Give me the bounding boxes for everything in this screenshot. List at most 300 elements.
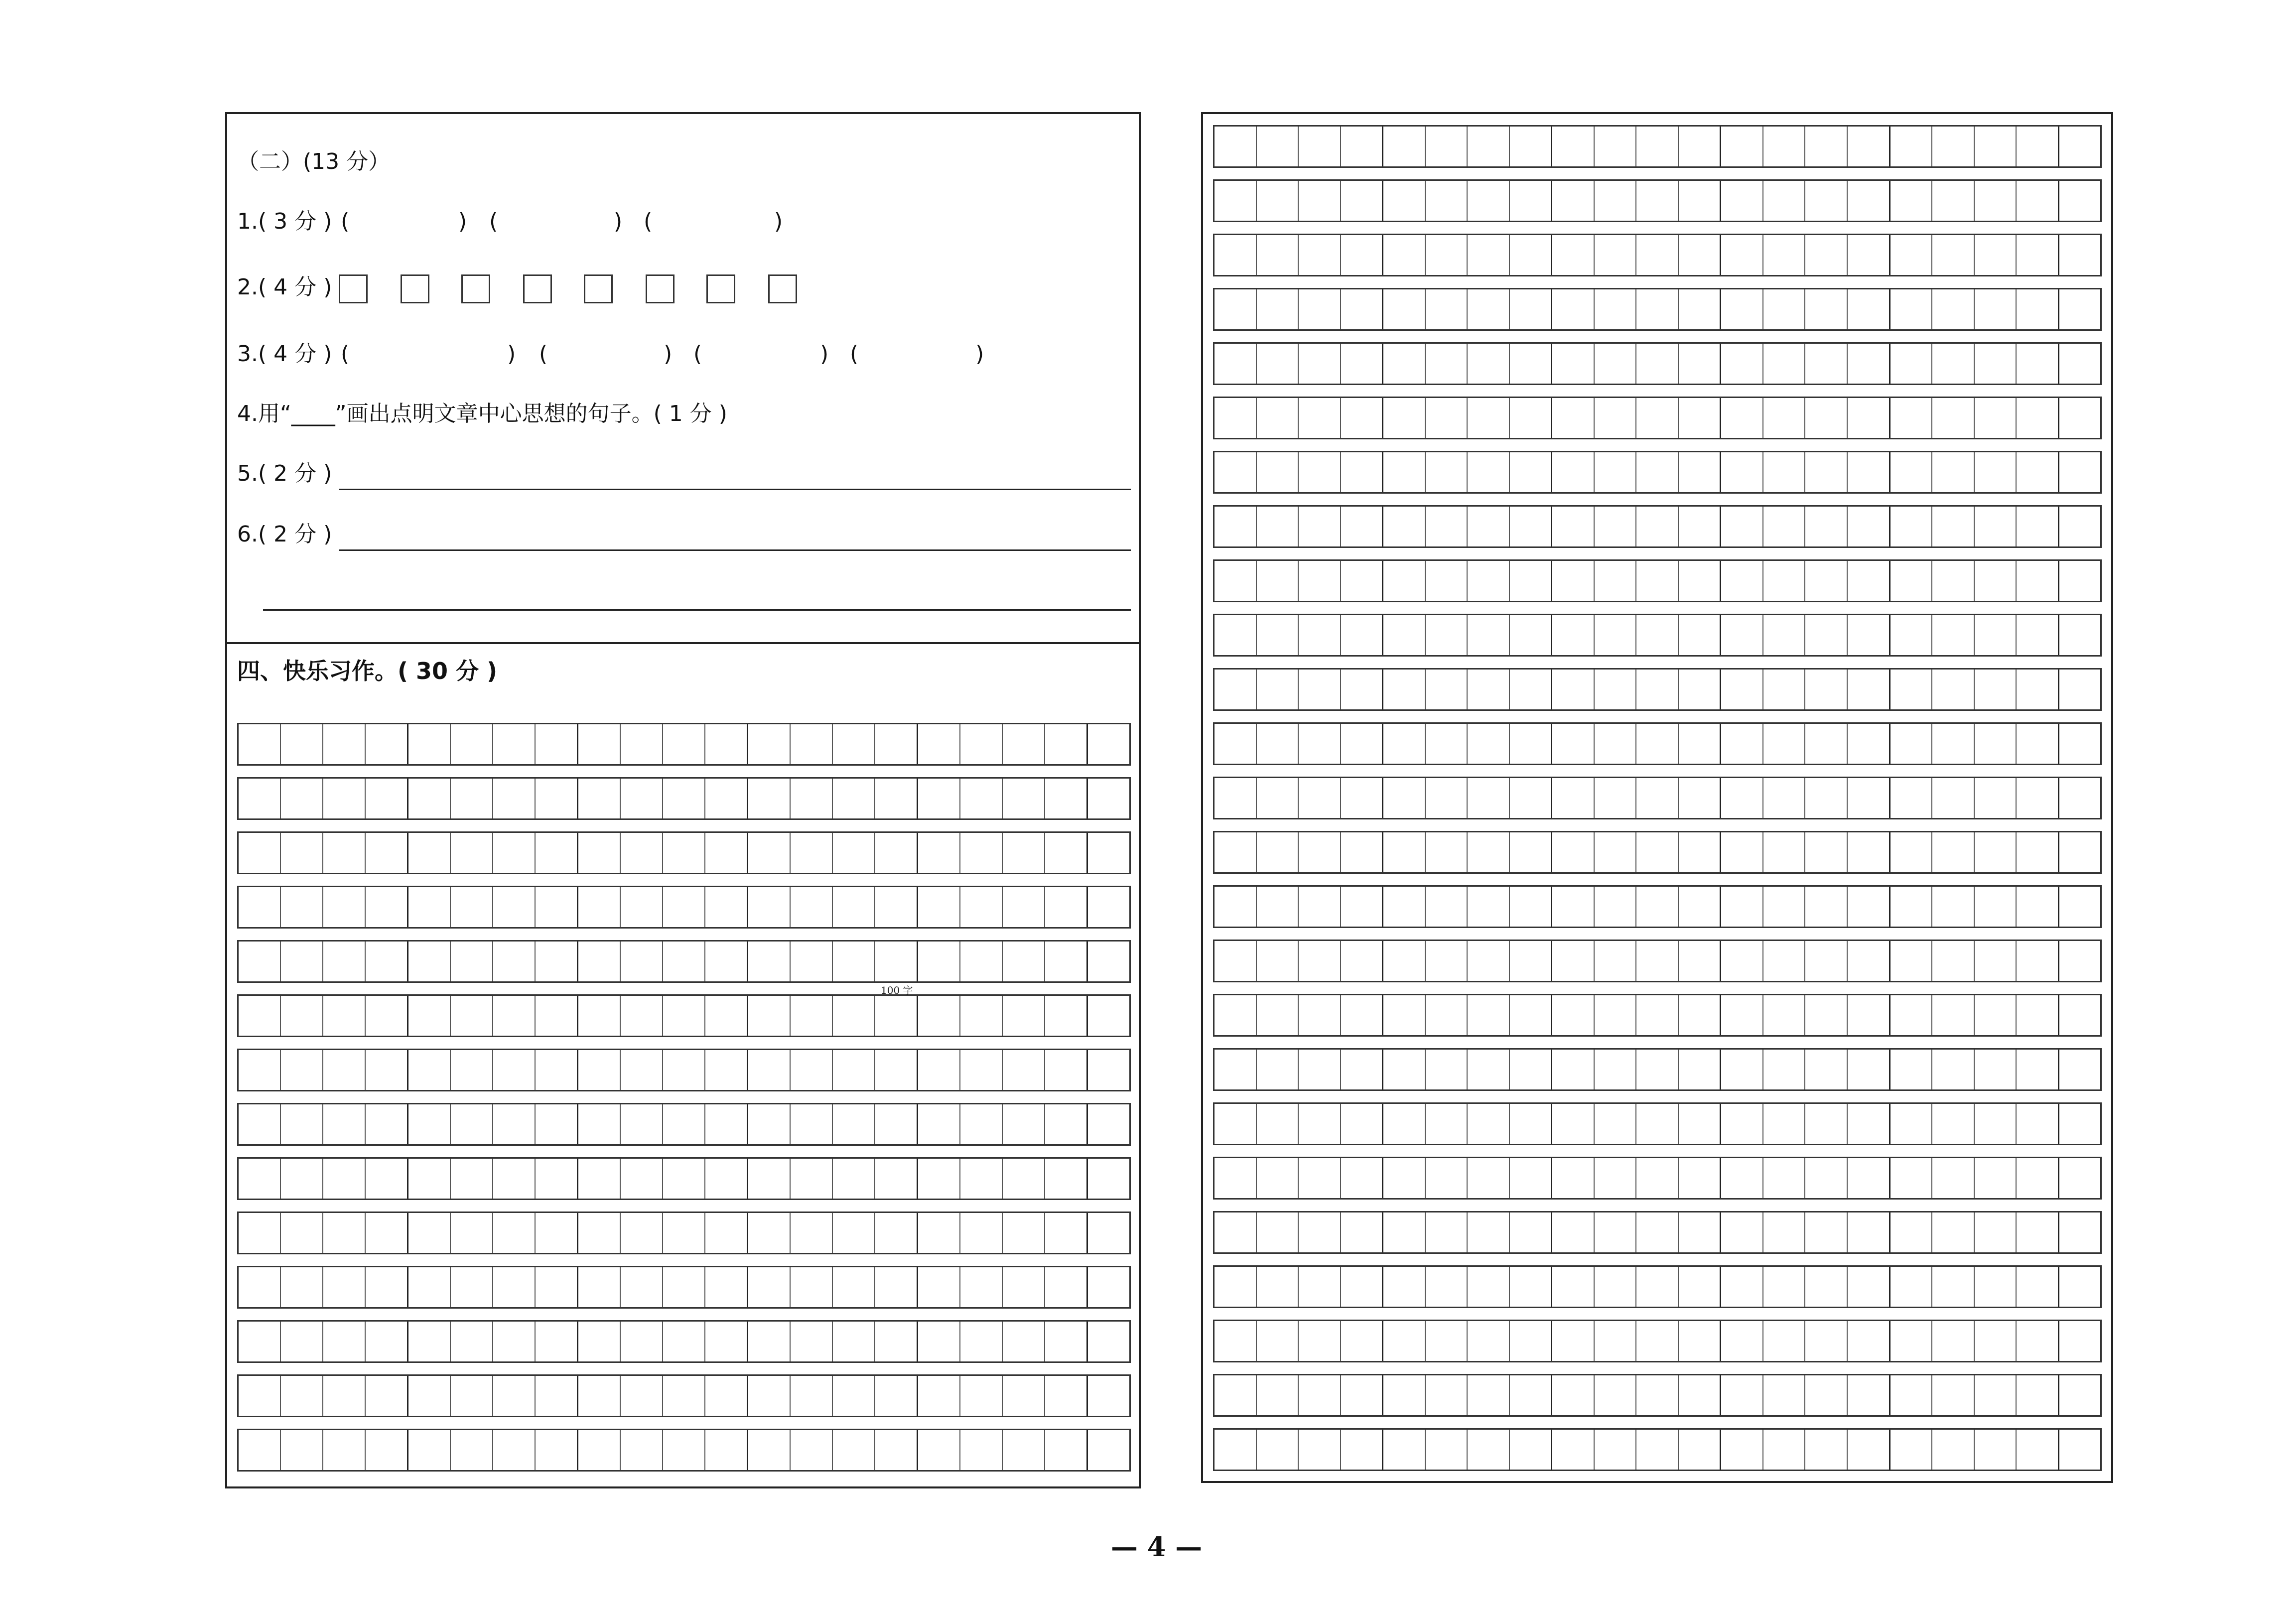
grid-cell[interactable] <box>281 724 323 764</box>
grid-cell[interactable] <box>1426 289 1468 329</box>
grid-cell[interactable] <box>1299 1050 1341 1089</box>
grid-cell[interactable] <box>323 1050 366 1090</box>
grid-cell[interactable] <box>536 942 578 981</box>
grid-cell[interactable] <box>1721 1321 1763 1361</box>
grid-cell[interactable] <box>1932 181 1975 221</box>
grid-cell[interactable] <box>2059 832 2101 872</box>
grid-cell[interactable] <box>663 724 705 764</box>
grid-cell[interactable] <box>621 1267 663 1307</box>
grid-cell[interactable] <box>1215 1050 1257 1089</box>
grid-cell[interactable] <box>960 1267 1003 1307</box>
grid-cell[interactable] <box>1510 1267 1553 1307</box>
grid-cell[interactable] <box>1891 1104 1933 1144</box>
grid-cell[interactable] <box>1552 561 1595 601</box>
grid-cell[interactable] <box>451 1159 493 1199</box>
grid-cell[interactable] <box>1341 1267 1384 1307</box>
grid-cell[interactable] <box>621 724 663 764</box>
grid-cell[interactable] <box>960 833 1003 873</box>
grid-cell[interactable] <box>323 779 366 818</box>
grid-cell[interactable] <box>663 1376 705 1416</box>
grid-cell[interactable] <box>1552 887 1595 927</box>
grid-cell[interactable] <box>366 1159 408 1199</box>
grid-cell[interactable] <box>2017 452 2059 492</box>
grid-cell[interactable] <box>1088 887 1129 927</box>
grid-cell[interactable] <box>1426 778 1468 818</box>
grid-cell[interactable] <box>1341 1050 1384 1089</box>
grid-cell[interactable] <box>621 1050 663 1090</box>
grid-cell[interactable] <box>1383 235 1426 275</box>
grid-cell[interactable] <box>1215 1267 1257 1307</box>
grid-cell[interactable] <box>748 1430 791 1470</box>
grid-cell[interactable] <box>1891 344 1933 384</box>
grid-cell[interactable] <box>875 1159 918 1199</box>
grid-cell[interactable] <box>1848 1375 1891 1415</box>
grid-cell[interactable] <box>663 1050 705 1090</box>
grid-cell[interactable] <box>1426 1375 1468 1415</box>
grid-cell[interactable] <box>1932 887 1975 927</box>
grid-cell[interactable] <box>1975 995 2017 1035</box>
grid-cell[interactable] <box>1763 778 1806 818</box>
grid-cell[interactable] <box>1510 127 1553 166</box>
grid-cell[interactable] <box>366 833 408 873</box>
grid-cell[interactable] <box>1679 235 1722 275</box>
grid-cell[interactable] <box>1045 724 1088 764</box>
grid-cell[interactable] <box>1552 181 1595 221</box>
grid-cell[interactable] <box>1552 344 1595 384</box>
grid-cell[interactable] <box>833 1430 875 1470</box>
grid-cell[interactable] <box>1383 832 1426 872</box>
grid-cell[interactable] <box>323 1159 366 1199</box>
grid-cell[interactable] <box>1383 561 1426 601</box>
grid-cell[interactable] <box>1805 561 1848 601</box>
grid-cell[interactable] <box>1763 344 1806 384</box>
grid-cell[interactable] <box>1679 1375 1722 1415</box>
grid-cell[interactable] <box>1763 1158 1806 1198</box>
grid-cell[interactable] <box>408 724 451 764</box>
grid-cell[interactable] <box>621 1322 663 1361</box>
grid-cell[interactable] <box>1636 995 1679 1035</box>
grid-cell[interactable] <box>1341 507 1384 546</box>
grid-cell[interactable] <box>1299 778 1341 818</box>
grid-cell[interactable] <box>1088 1050 1129 1090</box>
grid-cell[interactable] <box>536 996 578 1036</box>
grid-cell[interactable] <box>833 1050 875 1090</box>
grid-cell[interactable] <box>1299 127 1341 166</box>
grid-cell[interactable] <box>1595 1158 1637 1198</box>
grid-cell[interactable] <box>875 996 918 1036</box>
grid-cell[interactable] <box>323 1267 366 1307</box>
grid-cell[interactable] <box>1679 398 1722 438</box>
grid-cell[interactable] <box>1088 996 1129 1036</box>
grid-cell[interactable] <box>1552 289 1595 329</box>
grid-cell[interactable] <box>536 887 578 927</box>
grid-cell[interactable] <box>791 779 833 818</box>
grid-cell[interactable] <box>2059 289 2101 329</box>
grid-cell[interactable] <box>1468 289 1510 329</box>
grid-cell[interactable] <box>2017 615 2059 655</box>
grid-cell[interactable] <box>748 1267 791 1307</box>
grid-cell[interactable] <box>875 1267 918 1307</box>
grid-cell[interactable] <box>1552 507 1595 546</box>
grid-cell[interactable] <box>875 1430 918 1470</box>
grid-cell[interactable] <box>1679 507 1722 546</box>
grid-cell[interactable] <box>1257 235 1299 275</box>
q3-blank-4[interactable]: ( <box>850 341 859 367</box>
grid-cell[interactable] <box>1341 778 1384 818</box>
grid-cell[interactable] <box>1215 1158 1257 1198</box>
grid-cell[interactable] <box>1679 181 1722 221</box>
grid-cell[interactable] <box>2059 1267 2101 1307</box>
grid-cell[interactable] <box>918 833 960 873</box>
grid-cell[interactable] <box>451 1430 493 1470</box>
grid-cell[interactable] <box>1679 289 1722 329</box>
grid-cell[interactable] <box>1552 724 1595 764</box>
grid-cell[interactable] <box>323 1213 366 1253</box>
grid-cell[interactable] <box>2017 1321 2059 1361</box>
q2-answer-box[interactable] <box>646 274 675 303</box>
grid-cell[interactable] <box>748 1159 791 1199</box>
grid-cell[interactable] <box>239 724 281 764</box>
grid-cell[interactable] <box>1679 887 1722 927</box>
grid-cell[interactable] <box>1552 1430 1595 1470</box>
grid-cell[interactable] <box>1552 398 1595 438</box>
grid-cell[interactable] <box>1257 670 1299 709</box>
grid-cell[interactable] <box>493 833 536 873</box>
grid-cell[interactable] <box>663 996 705 1036</box>
grid-cell[interactable] <box>1595 127 1637 166</box>
grid-cell[interactable] <box>1426 941 1468 981</box>
grid-cell[interactable] <box>1426 887 1468 927</box>
grid-cell[interactable] <box>1088 1159 1129 1199</box>
q1-blank-1[interactable]: ( <box>341 209 350 234</box>
grid-cell[interactable] <box>621 887 663 927</box>
grid-cell[interactable] <box>1636 289 1679 329</box>
grid-cell[interactable] <box>1932 670 1975 709</box>
grid-cell[interactable] <box>1763 398 1806 438</box>
grid-cell[interactable] <box>493 1376 536 1416</box>
grid-cell[interactable] <box>1805 615 1848 655</box>
grid-cell[interactable] <box>1045 942 1088 981</box>
grid-cell[interactable] <box>2059 452 2101 492</box>
grid-cell[interactable] <box>1468 181 1510 221</box>
grid-cell[interactable] <box>1552 995 1595 1035</box>
grid-cell[interactable] <box>1341 561 1384 601</box>
grid-cell[interactable] <box>960 1213 1003 1253</box>
grid-cell[interactable] <box>1932 507 1975 546</box>
grid-cell[interactable] <box>239 1213 281 1253</box>
grid-cell[interactable] <box>2017 778 2059 818</box>
grid-cell[interactable] <box>493 1050 536 1090</box>
grid-cell[interactable] <box>1257 778 1299 818</box>
grid-cell[interactable] <box>1468 507 1510 546</box>
grid-cell[interactable] <box>1932 995 1975 1035</box>
grid-cell[interactable] <box>1510 235 1553 275</box>
grid-cell[interactable] <box>1468 724 1510 764</box>
grid-cell[interactable] <box>791 1267 833 1307</box>
grid-cell[interactable] <box>663 833 705 873</box>
grid-cell[interactable] <box>281 1267 323 1307</box>
grid-cell[interactable] <box>960 1050 1003 1090</box>
grid-cell[interactable] <box>1805 1212 1848 1252</box>
grid-cell[interactable] <box>1636 1050 1679 1089</box>
grid-cell[interactable] <box>239 1104 281 1144</box>
grid-cell[interactable] <box>1975 1212 2017 1252</box>
grid-cell[interactable] <box>663 1104 705 1144</box>
grid-cell[interactable] <box>1383 289 1426 329</box>
grid-cell[interactable] <box>1891 452 1933 492</box>
grid-cell[interactable] <box>536 1322 578 1361</box>
grid-cell[interactable] <box>1805 670 1848 709</box>
grid-cell[interactable] <box>1975 561 2017 601</box>
grid-cell[interactable] <box>663 779 705 818</box>
grid-cell[interactable] <box>1257 724 1299 764</box>
grid-cell[interactable] <box>2059 181 2101 221</box>
grid-cell[interactable] <box>1848 1212 1891 1252</box>
grid-cell[interactable] <box>1679 561 1722 601</box>
grid-cell[interactable] <box>1975 1050 2017 1089</box>
grid-cell[interactable] <box>1552 670 1595 709</box>
grid-cell[interactable] <box>578 724 621 764</box>
grid-cell[interactable] <box>918 887 960 927</box>
grid-cell[interactable] <box>1045 1267 1088 1307</box>
grid-cell[interactable] <box>1045 1430 1088 1470</box>
grid-cell[interactable] <box>1975 1158 2017 1198</box>
grid-cell[interactable] <box>1679 670 1722 709</box>
grid-cell[interactable] <box>1341 1430 1384 1470</box>
grid-cell[interactable] <box>1257 561 1299 601</box>
grid-cell[interactable] <box>1299 615 1341 655</box>
grid-cell[interactable] <box>536 1267 578 1307</box>
grid-cell[interactable] <box>2059 507 2101 546</box>
grid-cell[interactable] <box>1595 235 1637 275</box>
grid-cell[interactable] <box>1215 289 1257 329</box>
grid-cell[interactable] <box>1932 832 1975 872</box>
grid-cell[interactable] <box>748 887 791 927</box>
grid-cell[interactable] <box>960 996 1003 1036</box>
grid-cell[interactable] <box>1552 1375 1595 1415</box>
grid-cell[interactable] <box>1891 1375 1933 1415</box>
grid-cell[interactable] <box>621 779 663 818</box>
grid-cell[interactable] <box>536 1104 578 1144</box>
grid-cell[interactable] <box>918 1376 960 1416</box>
grid-cell[interactable] <box>1383 1104 1426 1144</box>
grid-cell[interactable] <box>1552 1050 1595 1089</box>
grid-cell[interactable] <box>1510 452 1553 492</box>
grid-cell[interactable] <box>1468 1375 1510 1415</box>
grid-cell[interactable] <box>1721 1050 1763 1089</box>
grid-cell[interactable] <box>1510 615 1553 655</box>
grid-cell[interactable] <box>705 1430 748 1470</box>
grid-cell[interactable] <box>536 1050 578 1090</box>
grid-cell[interactable] <box>1636 778 1679 818</box>
grid-cell[interactable] <box>239 779 281 818</box>
grid-cell[interactable] <box>1003 833 1045 873</box>
grid-cell[interactable] <box>1299 1375 1341 1415</box>
grid-cell[interactable] <box>1552 1212 1595 1252</box>
grid-cell[interactable] <box>1088 1267 1129 1307</box>
grid-cell[interactable] <box>1341 941 1384 981</box>
grid-cell[interactable] <box>663 1322 705 1361</box>
grid-cell[interactable] <box>281 779 323 818</box>
grid-cell[interactable] <box>1510 1212 1553 1252</box>
grid-cell[interactable] <box>1257 344 1299 384</box>
grid-cell[interactable] <box>1045 1159 1088 1199</box>
grid-cell[interactable] <box>918 1104 960 1144</box>
grid-cell[interactable] <box>1003 1322 1045 1361</box>
grid-cell[interactable] <box>1552 1104 1595 1144</box>
grid-cell[interactable] <box>408 887 451 927</box>
grid-cell[interactable] <box>1595 452 1637 492</box>
grid-cell[interactable] <box>833 1104 875 1144</box>
grid-cell[interactable] <box>705 1213 748 1253</box>
grid-cell[interactable] <box>1848 615 1891 655</box>
grid-cell[interactable] <box>536 724 578 764</box>
grid-cell[interactable] <box>1299 452 1341 492</box>
q3-blank-2[interactable]: ( <box>539 341 548 367</box>
grid-cell[interactable] <box>1299 832 1341 872</box>
grid-cell[interactable] <box>1721 778 1763 818</box>
grid-cell[interactable] <box>2059 1050 2101 1089</box>
grid-cell[interactable] <box>1215 398 1257 438</box>
grid-cell[interactable] <box>621 1159 663 1199</box>
grid-cell[interactable] <box>1215 181 1257 221</box>
grid-cell[interactable] <box>1341 127 1384 166</box>
grid-cell[interactable] <box>366 779 408 818</box>
grid-cell[interactable] <box>1721 507 1763 546</box>
grid-cell[interactable] <box>621 996 663 1036</box>
grid-cell[interactable] <box>833 996 875 1036</box>
grid-cell[interactable] <box>1341 832 1384 872</box>
grid-cell[interactable] <box>1257 507 1299 546</box>
grid-cell[interactable] <box>1636 941 1679 981</box>
grid-cell[interactable] <box>1215 995 1257 1035</box>
grid-cell[interactable] <box>1341 670 1384 709</box>
grid-cell[interactable] <box>366 887 408 927</box>
grid-cell[interactable] <box>2017 1212 2059 1252</box>
grid-cell[interactable] <box>1299 1321 1341 1361</box>
grid-cell[interactable] <box>1510 561 1553 601</box>
grid-cell[interactable] <box>748 1050 791 1090</box>
grid-cell[interactable] <box>2017 1375 2059 1415</box>
grid-cell[interactable] <box>451 887 493 927</box>
grid-cell[interactable] <box>918 1159 960 1199</box>
grid-cell[interactable] <box>1003 1213 1045 1253</box>
grid-cell[interactable] <box>1805 289 1848 329</box>
grid-cell[interactable] <box>705 1322 748 1361</box>
grid-cell[interactable] <box>960 1104 1003 1144</box>
grid-cell[interactable] <box>1003 1104 1045 1144</box>
grid-cell[interactable] <box>1257 941 1299 981</box>
grid-cell[interactable] <box>1805 344 1848 384</box>
grid-cell[interactable] <box>1383 452 1426 492</box>
grid-cell[interactable] <box>2017 832 2059 872</box>
grid-cell[interactable] <box>1721 887 1763 927</box>
grid-cell[interactable] <box>1088 724 1129 764</box>
grid-cell[interactable] <box>1805 235 1848 275</box>
grid-cell[interactable] <box>1636 1212 1679 1252</box>
grid-cell[interactable] <box>1299 995 1341 1035</box>
grid-cell[interactable] <box>1510 778 1553 818</box>
grid-cell[interactable] <box>1257 1212 1299 1252</box>
q2-answer-box[interactable] <box>461 274 490 303</box>
grid-cell[interactable] <box>323 1430 366 1470</box>
grid-cell[interactable] <box>366 1267 408 1307</box>
grid-cell[interactable] <box>1341 615 1384 655</box>
grid-cell[interactable] <box>493 942 536 981</box>
grid-cell[interactable] <box>1426 344 1468 384</box>
grid-cell[interactable] <box>1595 398 1637 438</box>
grid-cell[interactable] <box>1805 1158 1848 1198</box>
grid-cell[interactable] <box>1805 778 1848 818</box>
grid-cell[interactable] <box>366 724 408 764</box>
grid-cell[interactable] <box>1891 1321 1933 1361</box>
grid-cell[interactable] <box>1891 832 1933 872</box>
grid-cell[interactable] <box>1636 670 1679 709</box>
grid-cell[interactable] <box>1679 832 1722 872</box>
grid-cell[interactable] <box>493 724 536 764</box>
grid-cell[interactable] <box>281 1050 323 1090</box>
grid-cell[interactable] <box>1215 344 1257 384</box>
grid-cell[interactable] <box>1636 127 1679 166</box>
grid-cell[interactable] <box>1468 1104 1510 1144</box>
grid-cell[interactable] <box>1426 181 1468 221</box>
grid-cell[interactable] <box>1679 941 1722 981</box>
grid-cell[interactable] <box>1721 452 1763 492</box>
grid-cell[interactable] <box>1805 1050 1848 1089</box>
q1-blank-2[interactable]: ( <box>489 209 498 234</box>
grid-cell[interactable] <box>239 833 281 873</box>
grid-cell[interactable] <box>281 1213 323 1253</box>
grid-cell[interactable] <box>1891 398 1933 438</box>
grid-cell[interactable] <box>1088 833 1129 873</box>
grid-cell[interactable] <box>1088 1376 1129 1416</box>
grid-cell[interactable] <box>960 1430 1003 1470</box>
grid-cell[interactable] <box>578 1322 621 1361</box>
grid-cell[interactable] <box>578 942 621 981</box>
grid-cell[interactable] <box>1679 1267 1722 1307</box>
grid-cell[interactable] <box>1763 995 1806 1035</box>
grid-cell[interactable] <box>323 1322 366 1361</box>
grid-cell[interactable] <box>1426 1104 1468 1144</box>
grid-cell[interactable] <box>493 1104 536 1144</box>
grid-cell[interactable] <box>1975 127 2017 166</box>
grid-cell[interactable] <box>1636 181 1679 221</box>
grid-cell[interactable] <box>281 1430 323 1470</box>
grid-cell[interactable] <box>451 724 493 764</box>
grid-cell[interactable] <box>791 1376 833 1416</box>
grid-cell[interactable] <box>1341 452 1384 492</box>
grid-cell[interactable] <box>1468 670 1510 709</box>
grid-cell[interactable] <box>366 996 408 1036</box>
grid-cell[interactable] <box>408 1104 451 1144</box>
grid-cell[interactable] <box>875 1322 918 1361</box>
grid-cell[interactable] <box>1975 398 2017 438</box>
grid-cell[interactable] <box>1426 724 1468 764</box>
grid-cell[interactable] <box>1721 1158 1763 1198</box>
grid-cell[interactable] <box>833 724 875 764</box>
grid-cell[interactable] <box>451 1050 493 1090</box>
grid-cell[interactable] <box>1763 724 1806 764</box>
grid-cell[interactable] <box>1383 344 1426 384</box>
grid-cell[interactable] <box>281 833 323 873</box>
grid-cell[interactable] <box>705 887 748 927</box>
grid-cell[interactable] <box>833 887 875 927</box>
grid-cell[interactable] <box>1468 1321 1510 1361</box>
grid-cell[interactable] <box>578 833 621 873</box>
grid-cell[interactable] <box>1721 670 1763 709</box>
grid-cell[interactable] <box>1468 615 1510 655</box>
grid-cell[interactable] <box>1215 1104 1257 1144</box>
